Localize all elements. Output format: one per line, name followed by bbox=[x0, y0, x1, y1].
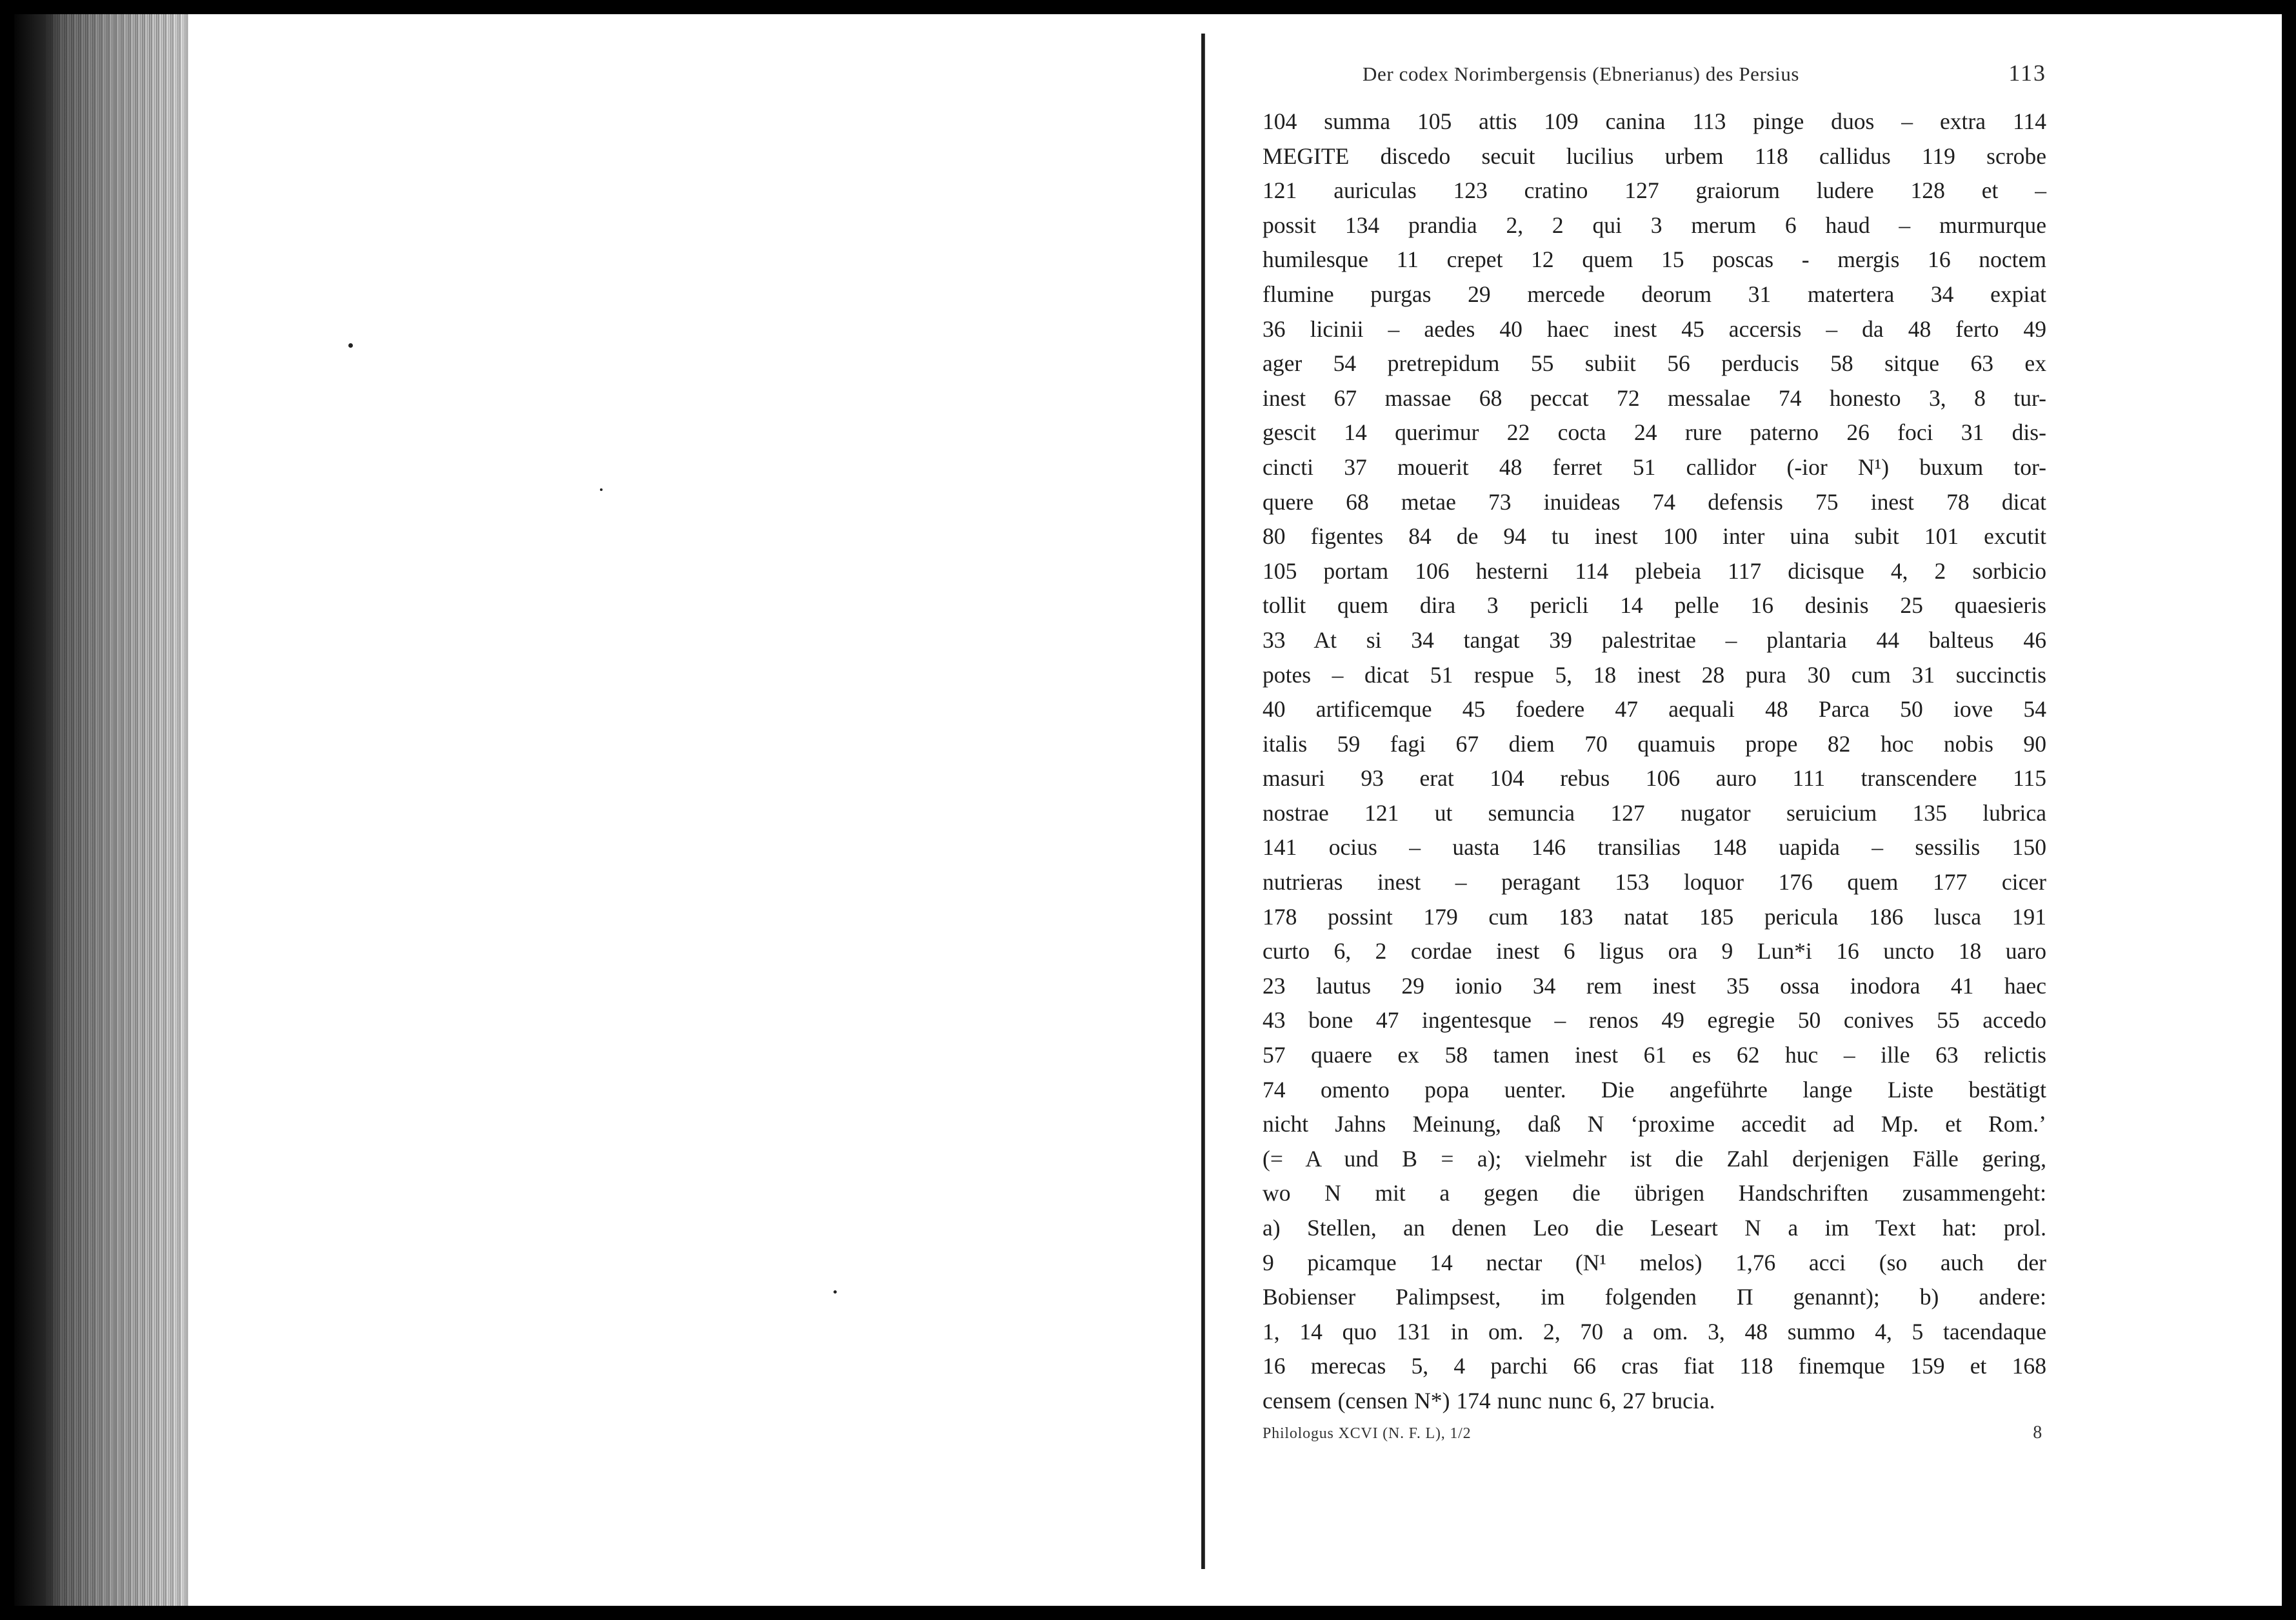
text-line: curto 6, 2 cordae inest 6 ligus ora 9 Lun*i 16 uncto 18 uaro bbox=[1263, 938, 2046, 965]
text-line: 33 At si 34 tangat 39 palestritae – plantaria 44 balteus 46 bbox=[1263, 626, 2046, 653]
page-number: 113 bbox=[2008, 60, 2046, 86]
book-edge-shadow bbox=[14, 14, 188, 1606]
text-line: 121 auriculas 123 cratino 127 graiorum ludere 128 et – bbox=[1263, 177, 2046, 204]
scanned-page-spread bbox=[14, 14, 2282, 1606]
text-line: ager 54 pretrepidum 55 subiit 56 perducis 58 sitque 63 ex bbox=[1263, 350, 2046, 377]
text-line: 40 artificemque 45 foedere 47 aequali 48 Parca 50 iove 54 bbox=[1263, 696, 2046, 723]
text-line: MEGITE discedo secuit lucilius urbem 118 callidus 119 scrobe bbox=[1263, 143, 2046, 169]
text-line: 74 omento popa uenter. Die angeführte lange Liste bestätigt bbox=[1263, 1076, 2046, 1103]
text-line: potes – dicat 51 respue 5, 18 inest 28 pura 30 cum 31 succinctis bbox=[1263, 661, 2046, 688]
text-line: cincti 37 mouerit 48 ferret 51 callidor (-ior N¹) buxum tor- bbox=[1263, 454, 2046, 480]
running-head-title: Der codex Norimbergensis (Ebnerianus) des Persius bbox=[1363, 63, 1800, 85]
text-line: a) Stellen, an denen Leo die Leseart N a im Text hat: prol. bbox=[1263, 1215, 2046, 1241]
text-line: 23 lautus 29 ionio 34 rem inest 35 ossa inodora 41 haec bbox=[1263, 972, 2046, 999]
text-line: quere 68 metae 73 inuideas 74 defensis 75 inest 78 dicat bbox=[1263, 488, 2046, 515]
scan-speck bbox=[348, 343, 353, 348]
book-gutter-line bbox=[1201, 34, 1205, 1569]
text-line: Bobienser Palimpsest, im folgenden Π genannt); b) andere: bbox=[1263, 1284, 2046, 1310]
text-line: inest 67 massae 68 peccat 72 messalae 74 honesto 3, 8 tur- bbox=[1263, 385, 2046, 411]
text-line: gescit 14 querimur 22 cocta 24 rure paterno 26 foci 31 dis- bbox=[1263, 419, 2046, 446]
text-line: nutrieras inest – peragant 153 loquor 176 quem 177 cicer bbox=[1263, 869, 2046, 895]
running-head bbox=[1263, 59, 2046, 98]
text-line: nicht Jahns Meinung, daß N ‘proxime accedit ad Mp. et Rom.’ bbox=[1263, 1111, 2046, 1137]
text-line: tollit quem dira 3 pericli 14 pelle 16 desinis 25 quaesieris bbox=[1263, 592, 2046, 619]
text-line: censem (censen N*) 174 nunc nunc 6, 27 brucia. bbox=[1263, 1387, 1715, 1414]
text-line: 104 summa 105 attis 109 canina 113 pinge duos – extra 114 bbox=[1263, 108, 2046, 134]
journal-citation: Philologus XCVI (N. F. L), 1/2 bbox=[1263, 1425, 1472, 1442]
text-line: wo N mit a gegen die übrigen Handschriften zusammengeht: bbox=[1263, 1180, 2046, 1206]
text-line: italis 59 fagi 67 diem 70 quamuis prope 82 hoc nobis 90 bbox=[1263, 730, 2046, 757]
text-line: nostrae 121 ut semuncia 127 nugator seruicium 135 lubrica bbox=[1263, 799, 2046, 826]
text-line: 36 licinii – aedes 40 haec inest 45 accersis – da 48 ferto 49 bbox=[1263, 315, 2046, 342]
text-line: 43 bone 47 ingentesque – renos 49 egregie 50 conives 55 accedo bbox=[1263, 1007, 2046, 1034]
page-footer bbox=[1263, 1423, 2046, 1443]
text-line: 9 picamque 14 nectar (N¹ melos) 1,76 acci (so auch der bbox=[1263, 1249, 2046, 1275]
body-text bbox=[1263, 105, 2046, 1419]
text-line: flumine purgas 29 mercede deorum 31 matertera 34 expiat bbox=[1263, 281, 2046, 307]
text-line: masuri 93 erat 104 rebus 106 auro 111 transcendere 115 bbox=[1263, 765, 2046, 792]
text-line: 105 portam 106 hesterni 114 plebeia 117 dicisque 4, 2 sorbicio bbox=[1263, 557, 2046, 584]
text-line: 141 ocius – uasta 146 transilias 148 uapida – sessilis 150 bbox=[1263, 834, 2046, 861]
text-line: possit 134 prandia 2, 2 qui 3 merum 6 haud – murmurque bbox=[1263, 212, 2046, 238]
right-page bbox=[1263, 59, 2046, 1443]
text-line: 178 possint 179 cum 183 natat 185 pericula 186 lusca 191 bbox=[1263, 903, 2046, 930]
text-line: humilesque 11 crepet 12 quem 15 poscas - mergis 16 noctem bbox=[1263, 246, 2046, 273]
scan-speck bbox=[834, 1290, 837, 1294]
text-line: 80 figentes 84 de 94 tu inest 100 inter uina subit 101 excutit bbox=[1263, 523, 2046, 550]
text-line: 57 quaere ex 58 tamen inest 61 es 62 huc – ille 63 relictis bbox=[1263, 1042, 2046, 1068]
text-line: 1, 14 quo 131 in om. 2, 70 a om. 3, 48 summo 4, 5 tacendaque bbox=[1263, 1318, 2046, 1345]
text-line: (= A und B = a); vielmehr ist die Zahl derjenigen Fälle gering, bbox=[1263, 1145, 2046, 1172]
signature-mark: 8 bbox=[2033, 1422, 2042, 1443]
text-line: 16 merecas 5, 4 parchi 66 cras fiat 118 finemque 159 et 168 bbox=[1263, 1353, 2046, 1379]
scan-speck bbox=[600, 488, 603, 491]
